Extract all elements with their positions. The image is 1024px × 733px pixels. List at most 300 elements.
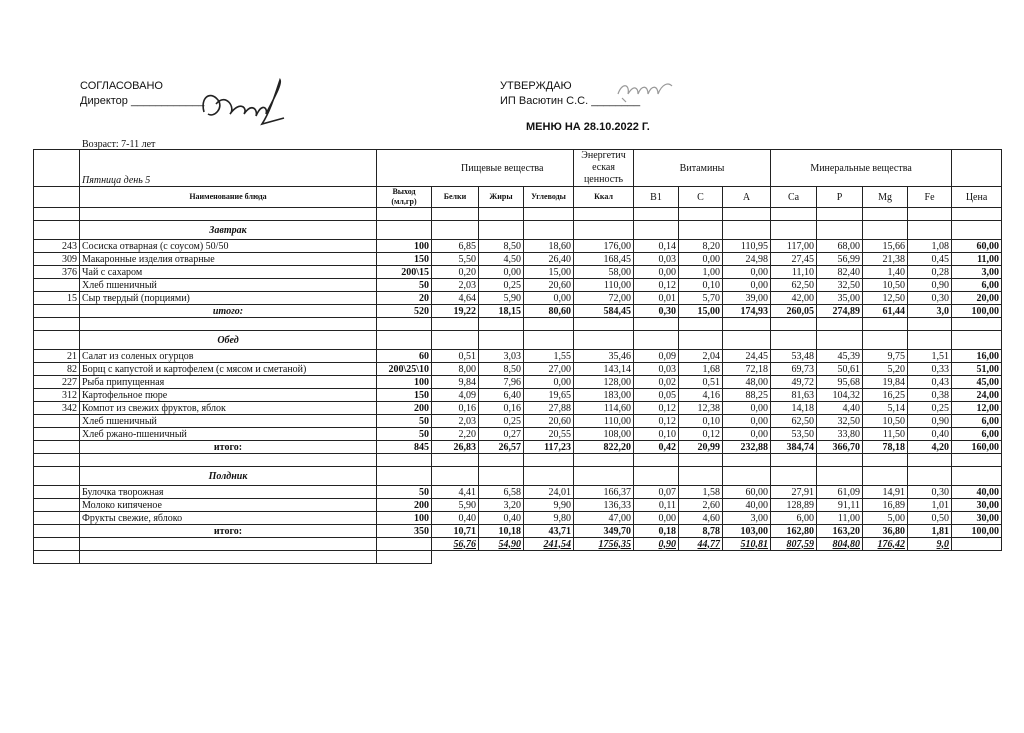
value-mg: 12,50 bbox=[863, 292, 908, 305]
value-b1: 0,01 bbox=[634, 292, 679, 305]
empty-cell bbox=[723, 331, 771, 350]
empty-cell bbox=[863, 208, 908, 221]
value-a: 48,00 bbox=[723, 376, 771, 389]
value-ca: 62,50 bbox=[771, 415, 817, 428]
empty-cell bbox=[863, 454, 908, 467]
empty-cell bbox=[524, 551, 574, 564]
total-p: 19,22 bbox=[432, 305, 479, 318]
empty-cell bbox=[908, 467, 952, 486]
grand-b1: 0,90 bbox=[634, 538, 679, 551]
empty-cell bbox=[634, 208, 679, 221]
value-mg: 14,91 bbox=[863, 486, 908, 499]
value-fe: 1,01 bbox=[908, 499, 952, 512]
value-price: 45,00 bbox=[952, 376, 1002, 389]
value-price: 6,00 bbox=[952, 279, 1002, 292]
value-f: 8,50 bbox=[479, 363, 524, 376]
value-k: 128,00 bbox=[574, 376, 634, 389]
total-label: итого: bbox=[80, 305, 377, 318]
section-title-row bbox=[34, 467, 1002, 486]
total-b1: 0,30 bbox=[634, 305, 679, 318]
value-out: 200 bbox=[377, 402, 432, 415]
total-out: 350 bbox=[377, 525, 432, 538]
value-a: 72,18 bbox=[723, 363, 771, 376]
empty-cell bbox=[634, 221, 679, 240]
value-f: 0,16 bbox=[479, 402, 524, 415]
value-p: 4,41 bbox=[432, 486, 479, 499]
value-ca: 27,91 bbox=[771, 486, 817, 499]
empty-cell bbox=[432, 454, 479, 467]
empty-cell bbox=[679, 208, 723, 221]
header-row-1 bbox=[34, 150, 1002, 187]
value-k: 110,00 bbox=[574, 415, 634, 428]
value-p: 0,20 bbox=[432, 266, 479, 279]
empty-cell bbox=[377, 551, 432, 564]
minerals-header: Минеральные вещества bbox=[771, 150, 952, 187]
grand-f: 54,90 bbox=[479, 538, 524, 551]
value-k: 108,00 bbox=[574, 428, 634, 441]
grand-a: 510,81 bbox=[723, 538, 771, 551]
table-row bbox=[34, 350, 1002, 363]
empty-cell bbox=[34, 331, 80, 350]
value-ph: 35,00 bbox=[817, 292, 863, 305]
empty-cell bbox=[574, 331, 634, 350]
empty-cell bbox=[863, 221, 908, 240]
empty-cell bbox=[679, 221, 723, 240]
approval-block-left bbox=[80, 79, 204, 109]
dish-name: Рыба припущенная bbox=[80, 376, 377, 389]
value-c: 4,60 bbox=[679, 512, 723, 525]
value-out: 100 bbox=[377, 376, 432, 389]
empty-cell bbox=[524, 331, 574, 350]
header-empty bbox=[34, 150, 80, 187]
value-a: 0,00 bbox=[723, 428, 771, 441]
section-title: Полдник bbox=[80, 467, 377, 486]
dish-name: Макаронные изделия отварные bbox=[80, 253, 377, 266]
recipe-code: 82 bbox=[34, 363, 80, 376]
total-mg: 78,18 bbox=[863, 441, 908, 454]
value-ca: 69,73 bbox=[771, 363, 817, 376]
total-row bbox=[34, 441, 1002, 454]
age-label: Возраст: 7-11 лет bbox=[82, 139, 156, 150]
empty-cell bbox=[479, 454, 524, 467]
total-out: 520 bbox=[377, 305, 432, 318]
empty-cell bbox=[34, 305, 80, 318]
value-ca: 14,18 bbox=[771, 402, 817, 415]
empty-cell bbox=[771, 221, 817, 240]
value-a: 39,00 bbox=[723, 292, 771, 305]
approved-label: СОГЛАСОВАНО bbox=[80, 80, 163, 92]
value-f: 7,96 bbox=[479, 376, 524, 389]
empty-cell bbox=[723, 551, 771, 564]
value-f: 0,00 bbox=[479, 266, 524, 279]
table-row bbox=[34, 279, 1002, 292]
empty-cell bbox=[524, 208, 574, 221]
total-row bbox=[34, 305, 1002, 318]
empty-cell bbox=[574, 208, 634, 221]
value-ca: 62,50 bbox=[771, 279, 817, 292]
value-ph: 91,11 bbox=[817, 499, 863, 512]
spacer-row bbox=[34, 454, 1002, 467]
recipe-code: 15 bbox=[34, 292, 80, 305]
empty-cell bbox=[817, 208, 863, 221]
value-a: 88,25 bbox=[723, 389, 771, 402]
empty-cell bbox=[377, 467, 432, 486]
empty-cell bbox=[377, 538, 432, 551]
value-out: 200 bbox=[377, 499, 432, 512]
value-a: 0,00 bbox=[723, 415, 771, 428]
value-b1: 0,00 bbox=[634, 266, 679, 279]
value-c: 1,00 bbox=[679, 266, 723, 279]
value-ph: 32,50 bbox=[817, 415, 863, 428]
total-ph: 163,20 bbox=[817, 525, 863, 538]
value-p: 0,51 bbox=[432, 350, 479, 363]
value-fe: 0,25 bbox=[908, 402, 952, 415]
empty-cell bbox=[377, 208, 432, 221]
empty-cell bbox=[952, 331, 1002, 350]
value-u: 26,40 bbox=[524, 253, 574, 266]
value-f: 0,40 bbox=[479, 512, 524, 525]
recipe-code bbox=[34, 499, 80, 512]
empty-cell bbox=[679, 551, 723, 564]
value-u: 20,60 bbox=[524, 279, 574, 292]
value-k: 110,00 bbox=[574, 279, 634, 292]
value-u: 27,88 bbox=[524, 402, 574, 415]
empty-cell bbox=[771, 331, 817, 350]
value-c: 2,04 bbox=[679, 350, 723, 363]
value-p: 2,03 bbox=[432, 415, 479, 428]
spacer-row bbox=[34, 208, 1002, 221]
empty-cell bbox=[634, 318, 679, 331]
total-fe: 4,20 bbox=[908, 441, 952, 454]
recipe-code bbox=[34, 512, 80, 525]
value-c: 8,20 bbox=[679, 240, 723, 253]
value-mg: 21,38 bbox=[863, 253, 908, 266]
vitamins-header: Витамины bbox=[634, 150, 771, 187]
value-ca: 81,63 bbox=[771, 389, 817, 402]
value-b1: 0,14 bbox=[634, 240, 679, 253]
empty-cell bbox=[574, 551, 634, 564]
value-b1: 0,11 bbox=[634, 499, 679, 512]
empty-cell bbox=[863, 318, 908, 331]
value-k: 166,37 bbox=[574, 486, 634, 499]
value-fe: 0,33 bbox=[908, 363, 952, 376]
empty-cell bbox=[952, 454, 1002, 467]
grand-ph: 804,80 bbox=[817, 538, 863, 551]
value-ph: 33,80 bbox=[817, 428, 863, 441]
value-c: 0,51 bbox=[679, 376, 723, 389]
value-k: 136,33 bbox=[574, 499, 634, 512]
value-p: 0,16 bbox=[432, 402, 479, 415]
empty-cell bbox=[634, 454, 679, 467]
value-u: 15,00 bbox=[524, 266, 574, 279]
director-line: Директор ____________ bbox=[80, 95, 205, 107]
empty-cell bbox=[34, 441, 80, 454]
value-ca: 53,50 bbox=[771, 428, 817, 441]
empty-cell bbox=[432, 318, 479, 331]
value-out: 20 bbox=[377, 292, 432, 305]
grand-c: 44,77 bbox=[679, 538, 723, 551]
empty-cell bbox=[908, 551, 952, 564]
empty-cell bbox=[34, 551, 80, 564]
value-mg: 9,75 bbox=[863, 350, 908, 363]
value-ph: 4,40 bbox=[817, 402, 863, 415]
dish-name: Компот из свежих фруктов, яблок bbox=[80, 402, 377, 415]
value-ca: 117,00 bbox=[771, 240, 817, 253]
value-k: 47,00 bbox=[574, 512, 634, 525]
value-mg: 16,25 bbox=[863, 389, 908, 402]
recipe-code bbox=[34, 415, 80, 428]
value-c: 2,60 bbox=[679, 499, 723, 512]
dish-name: Сосиска отварная (с соусом) 50/50 bbox=[80, 240, 377, 253]
empty-cell bbox=[723, 454, 771, 467]
value-f: 3,03 bbox=[479, 350, 524, 363]
value-ca: 53,48 bbox=[771, 350, 817, 363]
value-mg: 1,40 bbox=[863, 266, 908, 279]
total-k: 349,70 bbox=[574, 525, 634, 538]
empty-cell bbox=[432, 221, 479, 240]
col-b1: B1 bbox=[634, 187, 679, 208]
total-c: 8,78 bbox=[679, 525, 723, 538]
value-mg: 15,66 bbox=[863, 240, 908, 253]
total-a: 174,93 bbox=[723, 305, 771, 318]
value-p: 4,64 bbox=[432, 292, 479, 305]
empty-cell bbox=[524, 467, 574, 486]
menu-body bbox=[34, 208, 1002, 564]
value-p: 4,09 bbox=[432, 389, 479, 402]
total-mg: 61,44 bbox=[863, 305, 908, 318]
empty-cell bbox=[574, 454, 634, 467]
value-a: 40,00 bbox=[723, 499, 771, 512]
empty-cell bbox=[34, 525, 80, 538]
value-f: 6,58 bbox=[479, 486, 524, 499]
total-row bbox=[34, 525, 1002, 538]
value-price: 24,00 bbox=[952, 389, 1002, 402]
value-k: 143,14 bbox=[574, 363, 634, 376]
table-row bbox=[34, 376, 1002, 389]
value-f: 6,40 bbox=[479, 389, 524, 402]
table-row bbox=[34, 428, 1002, 441]
empty-cell bbox=[863, 331, 908, 350]
value-out: 150 bbox=[377, 389, 432, 402]
total-b1: 0,18 bbox=[634, 525, 679, 538]
value-b1: 0,03 bbox=[634, 363, 679, 376]
recipe-code: 243 bbox=[34, 240, 80, 253]
value-ca: 11,10 bbox=[771, 266, 817, 279]
dish-name: Молоко кипяченое bbox=[80, 499, 377, 512]
value-ph: 50,61 bbox=[817, 363, 863, 376]
empty-cell bbox=[432, 551, 479, 564]
empty-cell bbox=[908, 208, 952, 221]
total-b1: 0,42 bbox=[634, 441, 679, 454]
value-fe: 0,28 bbox=[908, 266, 952, 279]
value-u: 27,00 bbox=[524, 363, 574, 376]
empty-cell bbox=[479, 208, 524, 221]
spacer-row bbox=[34, 551, 1002, 564]
table-row bbox=[34, 240, 1002, 253]
empty-cell bbox=[952, 208, 1002, 221]
empty-cell bbox=[34, 221, 80, 240]
empty-cell bbox=[479, 318, 524, 331]
value-price: 11,00 bbox=[952, 253, 1002, 266]
col-mg: Mg bbox=[863, 187, 908, 208]
empty-cell bbox=[377, 331, 432, 350]
section-title: Завтрак bbox=[80, 221, 377, 240]
value-b1: 0,12 bbox=[634, 279, 679, 292]
total-c: 20,99 bbox=[679, 441, 723, 454]
total-price: 100,00 bbox=[952, 305, 1002, 318]
empty-cell bbox=[952, 467, 1002, 486]
col-price: Цена bbox=[952, 187, 1002, 208]
value-out: 100 bbox=[377, 512, 432, 525]
menu-table bbox=[33, 149, 1002, 564]
value-k: 72,00 bbox=[574, 292, 634, 305]
value-u: 0,00 bbox=[524, 292, 574, 305]
value-c: 4,16 bbox=[679, 389, 723, 402]
total-u: 117,23 bbox=[524, 441, 574, 454]
value-ph: 104,32 bbox=[817, 389, 863, 402]
empty-cell bbox=[952, 551, 1002, 564]
value-a: 24,45 bbox=[723, 350, 771, 363]
value-p: 2,20 bbox=[432, 428, 479, 441]
col-output: Выход (мл,гр) bbox=[377, 187, 432, 208]
empty-cell bbox=[679, 467, 723, 486]
empty-cell bbox=[952, 318, 1002, 331]
value-p: 5,50 bbox=[432, 253, 479, 266]
total-label: итого: bbox=[80, 441, 377, 454]
recipe-code bbox=[34, 486, 80, 499]
energy-header: Энергетич еская ценность bbox=[574, 150, 634, 187]
total-k: 584,45 bbox=[574, 305, 634, 318]
value-fe: 0,90 bbox=[908, 279, 952, 292]
value-k: 168,45 bbox=[574, 253, 634, 266]
recipe-code bbox=[34, 279, 80, 292]
value-u: 1,55 bbox=[524, 350, 574, 363]
empty-cell bbox=[634, 331, 679, 350]
empty-cell bbox=[524, 318, 574, 331]
value-f: 3,20 bbox=[479, 499, 524, 512]
total-ca: 384,74 bbox=[771, 441, 817, 454]
empty-cell bbox=[80, 454, 377, 467]
value-fe: 0,90 bbox=[908, 415, 952, 428]
total-f: 10,18 bbox=[479, 525, 524, 538]
value-p: 6,85 bbox=[432, 240, 479, 253]
empty-cell bbox=[634, 467, 679, 486]
value-ph: 61,09 bbox=[817, 486, 863, 499]
value-out: 150 bbox=[377, 253, 432, 266]
value-price: 30,00 bbox=[952, 512, 1002, 525]
table-row bbox=[34, 402, 1002, 415]
total-k: 822,20 bbox=[574, 441, 634, 454]
value-ph: 68,00 bbox=[817, 240, 863, 253]
value-a: 0,00 bbox=[723, 266, 771, 279]
empty-cell bbox=[817, 318, 863, 331]
value-ca: 42,00 bbox=[771, 292, 817, 305]
value-ph: 32,50 bbox=[817, 279, 863, 292]
table-row bbox=[34, 415, 1002, 428]
value-price: 16,00 bbox=[952, 350, 1002, 363]
total-label: итого: bbox=[80, 525, 377, 538]
value-fe: 0,30 bbox=[908, 292, 952, 305]
value-p: 5,90 bbox=[432, 499, 479, 512]
empty-cell bbox=[432, 467, 479, 486]
value-c: 0,12 bbox=[679, 428, 723, 441]
value-price: 12,00 bbox=[952, 402, 1002, 415]
value-p: 8,00 bbox=[432, 363, 479, 376]
value-ph: 56,99 bbox=[817, 253, 863, 266]
value-price: 6,00 bbox=[952, 428, 1002, 441]
empty-cell bbox=[34, 538, 80, 551]
value-a: 0,00 bbox=[723, 402, 771, 415]
value-price: 30,00 bbox=[952, 499, 1002, 512]
value-fe: 0,45 bbox=[908, 253, 952, 266]
table-row bbox=[34, 486, 1002, 499]
value-ca: 6,00 bbox=[771, 512, 817, 525]
value-c: 0,10 bbox=[679, 415, 723, 428]
empty-cell bbox=[679, 331, 723, 350]
empty-cell bbox=[80, 318, 377, 331]
total-fe: 3,0 bbox=[908, 305, 952, 318]
value-mg: 19,84 bbox=[863, 376, 908, 389]
value-ph: 45,39 bbox=[817, 350, 863, 363]
empty-cell bbox=[723, 467, 771, 486]
value-mg: 10,50 bbox=[863, 415, 908, 428]
empty-cell bbox=[679, 454, 723, 467]
col-protein: Белки bbox=[432, 187, 479, 208]
section-title-row bbox=[34, 221, 1002, 240]
empty-cell bbox=[432, 208, 479, 221]
empty-cell bbox=[80, 551, 377, 564]
col-name: Наименование блюда bbox=[80, 187, 377, 208]
total-ph: 366,70 bbox=[817, 441, 863, 454]
total-a: 232,88 bbox=[723, 441, 771, 454]
value-b1: 0,03 bbox=[634, 253, 679, 266]
value-k: 114,60 bbox=[574, 402, 634, 415]
spacer-row bbox=[34, 318, 1002, 331]
value-out: 200\25\10 bbox=[377, 363, 432, 376]
value-ph: 82,40 bbox=[817, 266, 863, 279]
value-u: 9,80 bbox=[524, 512, 574, 525]
value-b1: 0,12 bbox=[634, 415, 679, 428]
empty-cell bbox=[863, 551, 908, 564]
dish-name: Хлеб пшеничный bbox=[80, 279, 377, 292]
empty-cell bbox=[771, 551, 817, 564]
grand-p: 56,76 bbox=[432, 538, 479, 551]
empty-cell bbox=[771, 318, 817, 331]
value-fe: 1,51 bbox=[908, 350, 952, 363]
value-fe: 0,43 bbox=[908, 376, 952, 389]
dish-name: Булочка творожная bbox=[80, 486, 377, 499]
total-p: 10,71 bbox=[432, 525, 479, 538]
ip-signature bbox=[612, 76, 678, 106]
value-u: 19,65 bbox=[524, 389, 574, 402]
table-row bbox=[34, 363, 1002, 376]
total-f: 26,57 bbox=[479, 441, 524, 454]
total-u: 80,60 bbox=[524, 305, 574, 318]
value-b1: 0,02 bbox=[634, 376, 679, 389]
total-ca: 260,05 bbox=[771, 305, 817, 318]
value-u: 18,60 bbox=[524, 240, 574, 253]
empty-cell bbox=[574, 318, 634, 331]
value-b1: 0,12 bbox=[634, 402, 679, 415]
empty-cell bbox=[863, 467, 908, 486]
empty-cell bbox=[723, 221, 771, 240]
grand-total-row bbox=[34, 538, 1002, 551]
total-mg: 36,80 bbox=[863, 525, 908, 538]
empty-cell bbox=[479, 467, 524, 486]
value-b1: 0,00 bbox=[634, 512, 679, 525]
empty-cell bbox=[479, 331, 524, 350]
table-row bbox=[34, 253, 1002, 266]
